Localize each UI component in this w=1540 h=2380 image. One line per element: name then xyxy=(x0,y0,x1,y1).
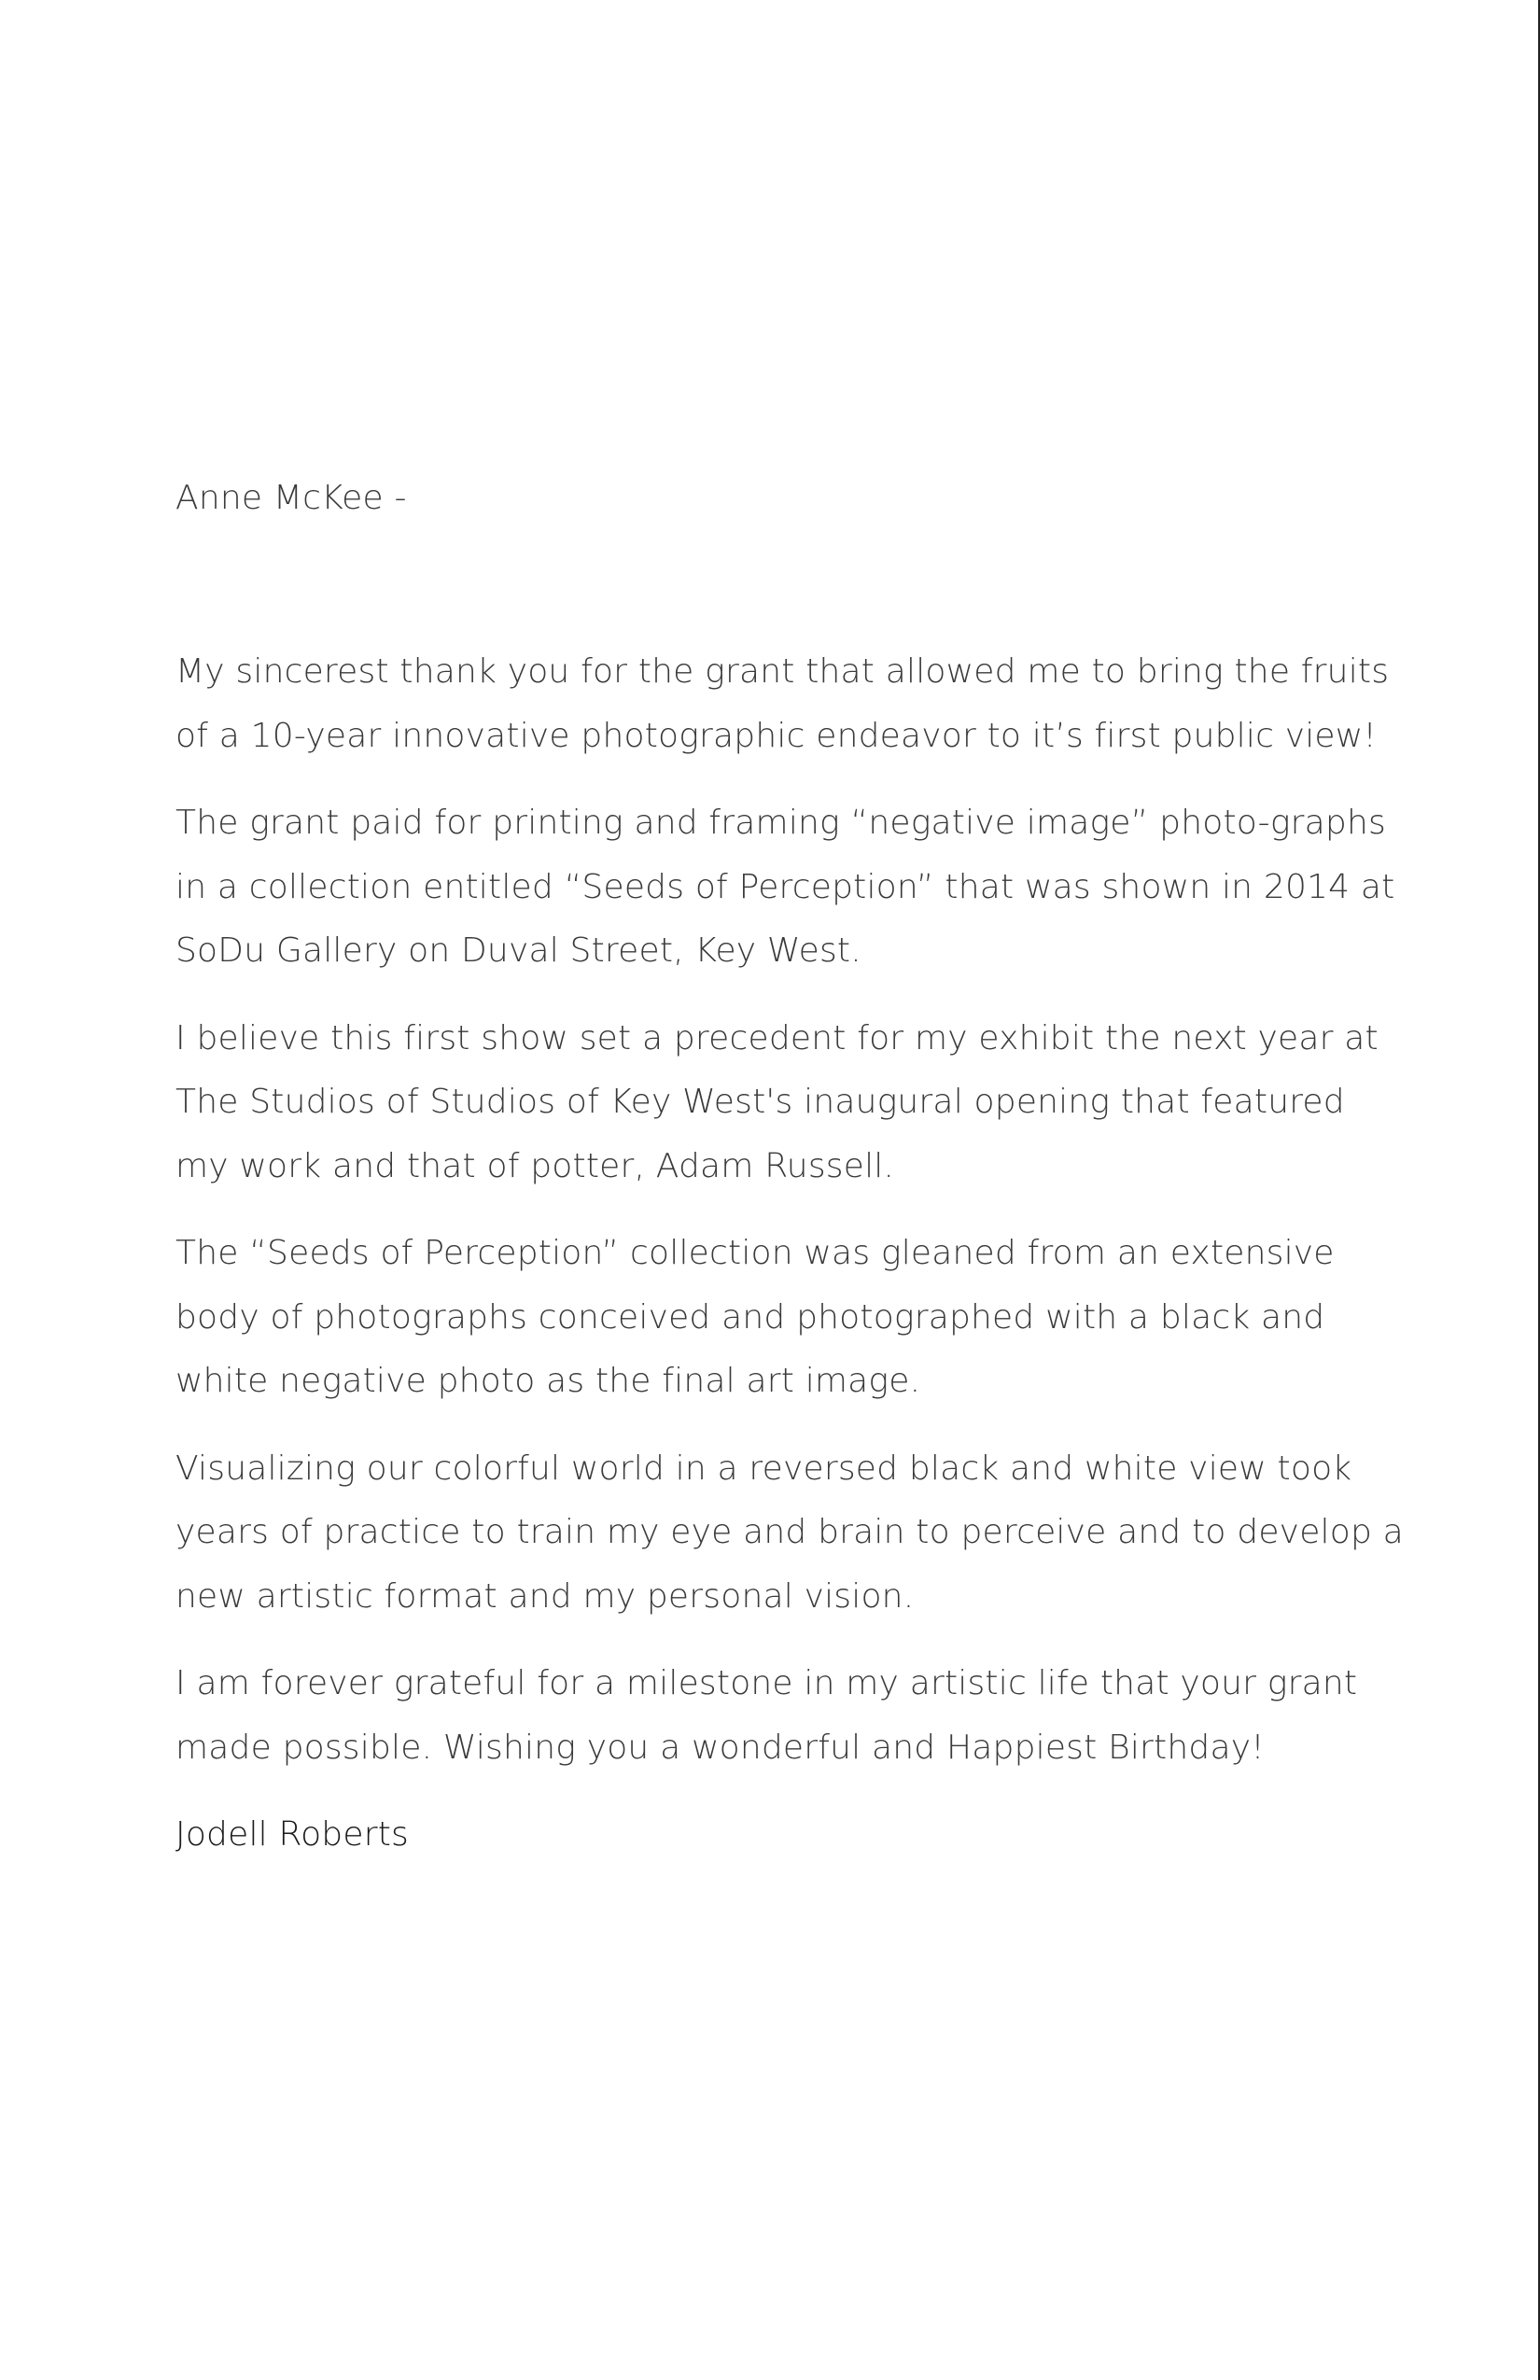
letter-salutation: Anne McKee - xyxy=(175,479,407,517)
letter-body xyxy=(175,467,1407,1867)
letter-paragraph: Visualizing our colorful world in a reversed black and white view took years of practice to train my eye and brain to perceive and to develop a new artistic format and my personal vision. xyxy=(175,1449,1404,1616)
letter-paragraph: The grant paid for printing and framing “negative image” photo-graphs in a collection entitled “Seeds of Perception” that was shown in 2014 at SoDu Gallery on Duval Street, Key West. xyxy=(175,804,1395,970)
letter-paragraph: I am forever grateful for a milestone in my artistic life that your grant made possible. Wishing you a wonderful and Happiest Birthday! xyxy=(175,1664,1358,1767)
letter-paragraph: The “Seeds of Perception” collection was gleaned from an extensive body of photographs conceived and photographed with a black and white negative photo as the final art image. xyxy=(175,1234,1335,1400)
letter-paragraph: My sincerest thank you for the grant that allowed me to bring the fruits of a 10-year innovative photographic endeavor to it’s first public view! xyxy=(175,652,1390,755)
letter-paragraphs xyxy=(175,640,1407,1780)
letter-signature: Jodell Roberts xyxy=(175,1815,409,1854)
letter-paragraph: I believe this first show set a precedent for my exhibit the next year at The Studios of Studios of Key West's inaugural opening that featured my work and that of potter, Adam Russell. xyxy=(175,1018,1379,1185)
